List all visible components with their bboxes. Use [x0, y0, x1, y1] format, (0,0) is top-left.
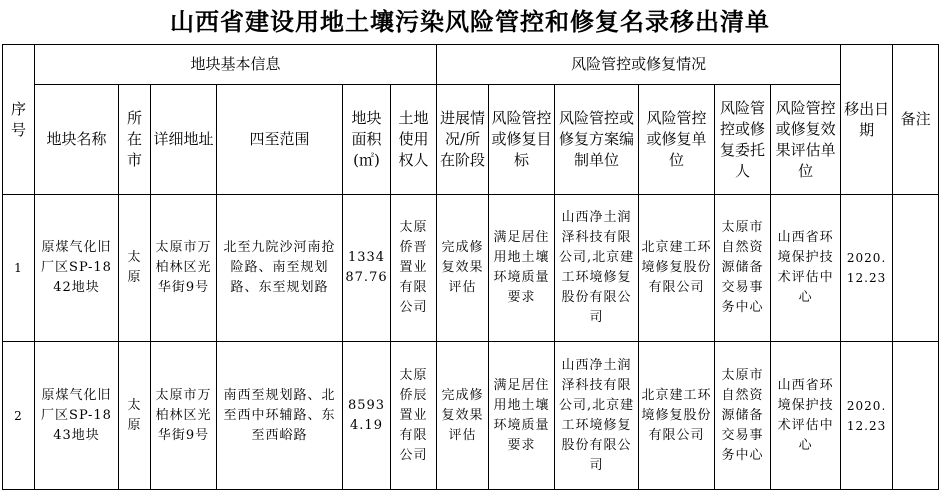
cell-plan-unit: 山西净土润泽科技有限公司,北京建工环境修复股份有限公司: [555, 342, 639, 490]
cell-name: 原煤气化旧厂区SP-1843地块: [35, 342, 119, 490]
cell-repair-unit: 北京建工环境修复股份有限公司: [639, 195, 715, 342]
cell-eval-unit: 山西省环境保护技术评估中心: [771, 195, 841, 342]
cell-repair-unit: 北京建工环境修复股份有限公司: [639, 342, 715, 490]
header-remark: 备注: [893, 45, 939, 195]
cell-removal-date: 2020.12.23: [841, 342, 893, 490]
cell-client: 太原市自然资源储备交易事务中心: [715, 195, 771, 342]
header-goal: 风险管控或修复目标: [489, 85, 555, 195]
header-owner: 土地使用权人: [391, 85, 437, 195]
header-seq: 序号: [3, 45, 35, 195]
cell-goal: 满足居住用地土壤环境质量要求: [489, 195, 555, 342]
header-address: 详细地址: [151, 85, 217, 195]
header-removal-date: 移出日期: [841, 45, 893, 195]
header-stage: 进展情况/所在阶段: [437, 85, 489, 195]
cell-owner: 太原侨晋置业有限公司: [391, 195, 437, 342]
header-name: 地块名称: [35, 85, 119, 195]
header-bounds: 四至范围: [217, 85, 343, 195]
cell-seq: 1: [3, 195, 35, 342]
cell-seq: 2: [3, 342, 35, 490]
cell-remark: [893, 342, 939, 490]
cell-address: 太原市万柏林区光华街9号: [151, 195, 217, 342]
header-plan-unit: 风险管控或修复方案编制单位: [555, 85, 639, 195]
page-title: 山西省建设用地土壤污染风险管控和修复名录移出清单: [170, 8, 770, 36]
cell-area: 85934.19: [343, 342, 391, 490]
cell-eval-unit: 山西省环境保护技术评估中心: [771, 342, 841, 490]
cell-city: 太原: [119, 195, 151, 342]
header-city: 所在市: [119, 85, 151, 195]
cell-goal: 满足居住用地土壤环境质量要求: [489, 342, 555, 490]
header-eval-unit: 风险管控或修复效果评估单位: [771, 85, 841, 195]
header-area: 地块面积(㎡): [343, 85, 391, 195]
removal-list-table: [2, 44, 939, 490]
cell-name: 原煤气化旧厂区SP-1842地块: [35, 195, 119, 342]
table-row: [3, 342, 939, 490]
cell-area: 133487.76: [343, 195, 391, 342]
cell-city: 太原: [119, 342, 151, 490]
cell-stage: 完成修复效果评估: [437, 195, 489, 342]
cell-client: 太原市自然资源储备交易事务中心: [715, 342, 771, 490]
cell-bounds: 北至九院沙河南抢险路、南至规划路、东至规划路: [217, 195, 343, 342]
cell-address: 太原市万柏林区光华街9号: [151, 342, 217, 490]
cell-stage: 完成修复效果评估: [437, 342, 489, 490]
group-basic-info: 地块基本信息: [35, 45, 437, 85]
cell-owner: 太原侨辰置业有限公司: [391, 342, 437, 490]
cell-removal-date: 2020.12.23: [841, 195, 893, 342]
header-repair-unit: 风险管控或修复单位: [639, 85, 715, 195]
table-row: [3, 195, 939, 342]
cell-bounds: 南西至规划路、北至西中环辅路、东至西峪路: [217, 342, 343, 490]
cell-plan-unit: 山西净土润泽科技有限公司,北京建工环境修复股份有限公司: [555, 195, 639, 342]
cell-remark: [893, 195, 939, 342]
group-risk-info: 风险管控或修复情况: [437, 45, 841, 85]
header-client: 风险管控或修复委托人: [715, 85, 771, 195]
